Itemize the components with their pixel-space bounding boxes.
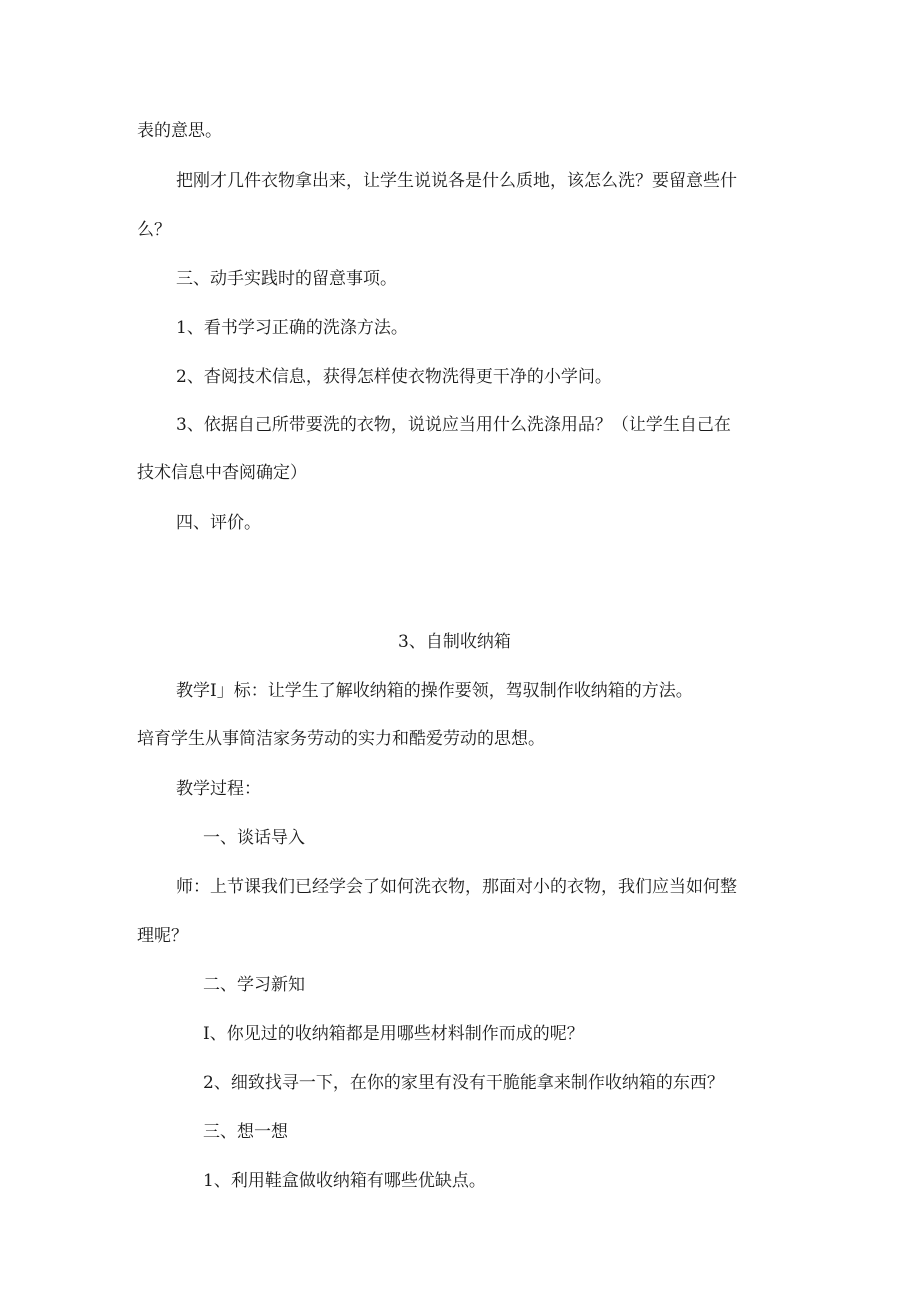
text-line: 师：上节课我们已经学会了如何洗衣物，那面对小的衣物，我们应当如何整 bbox=[176, 877, 737, 897]
text-line: 表的意思。 bbox=[137, 121, 222, 141]
text-line: 理呢？ bbox=[137, 926, 188, 946]
text-line: 么？ bbox=[137, 220, 171, 240]
text-line: 把刚才几件衣物拿出来，让学生说说各是什么质地，该怎么洗？要留意些什 bbox=[176, 171, 737, 191]
section-heading: 四、评价。 bbox=[176, 513, 261, 533]
section-heading: 三、想一想 bbox=[203, 1122, 288, 1142]
list-item: 3、依据自己所带要洗的衣物，说说应当用什么洗涤用品？（让学生自己在 bbox=[176, 415, 731, 435]
text-line: 教学过程： bbox=[176, 779, 261, 799]
text-line: 培育学生从事简洁家务劳动的实力和酷爱劳动的思想。 bbox=[137, 729, 545, 749]
section-heading: 二、学习新知 bbox=[203, 975, 305, 995]
section-heading: 一、谈话导入 bbox=[203, 828, 305, 848]
text-line: 技术信息中杳阅确定） bbox=[137, 463, 307, 483]
list-item: 2、杳阅技术信息，获得怎样使衣物洗得更干净的小学问。 bbox=[176, 367, 612, 387]
list-item: 1、利用鞋盒做收纳箱有哪些优缺点。 bbox=[203, 1171, 486, 1191]
lesson-title: 3、自制收纳箱 bbox=[398, 632, 511, 652]
list-item: 1、看书学习正确的洗涤方法。 bbox=[176, 318, 408, 338]
text-line: 教学I」标：让学生了解收纳箱的操作要领，驾驭制作收纳箱的方法。 bbox=[176, 681, 693, 701]
section-heading: 三、动手实践时的留意事项。 bbox=[176, 269, 397, 289]
list-item: 2、细致找寻一下，在你的家里有没有干脆能拿来制作收纳箱的东西？ bbox=[203, 1073, 724, 1093]
list-item: I、你见过的收纳箱都是用哪些材料制作而成的呢？ bbox=[203, 1024, 584, 1044]
